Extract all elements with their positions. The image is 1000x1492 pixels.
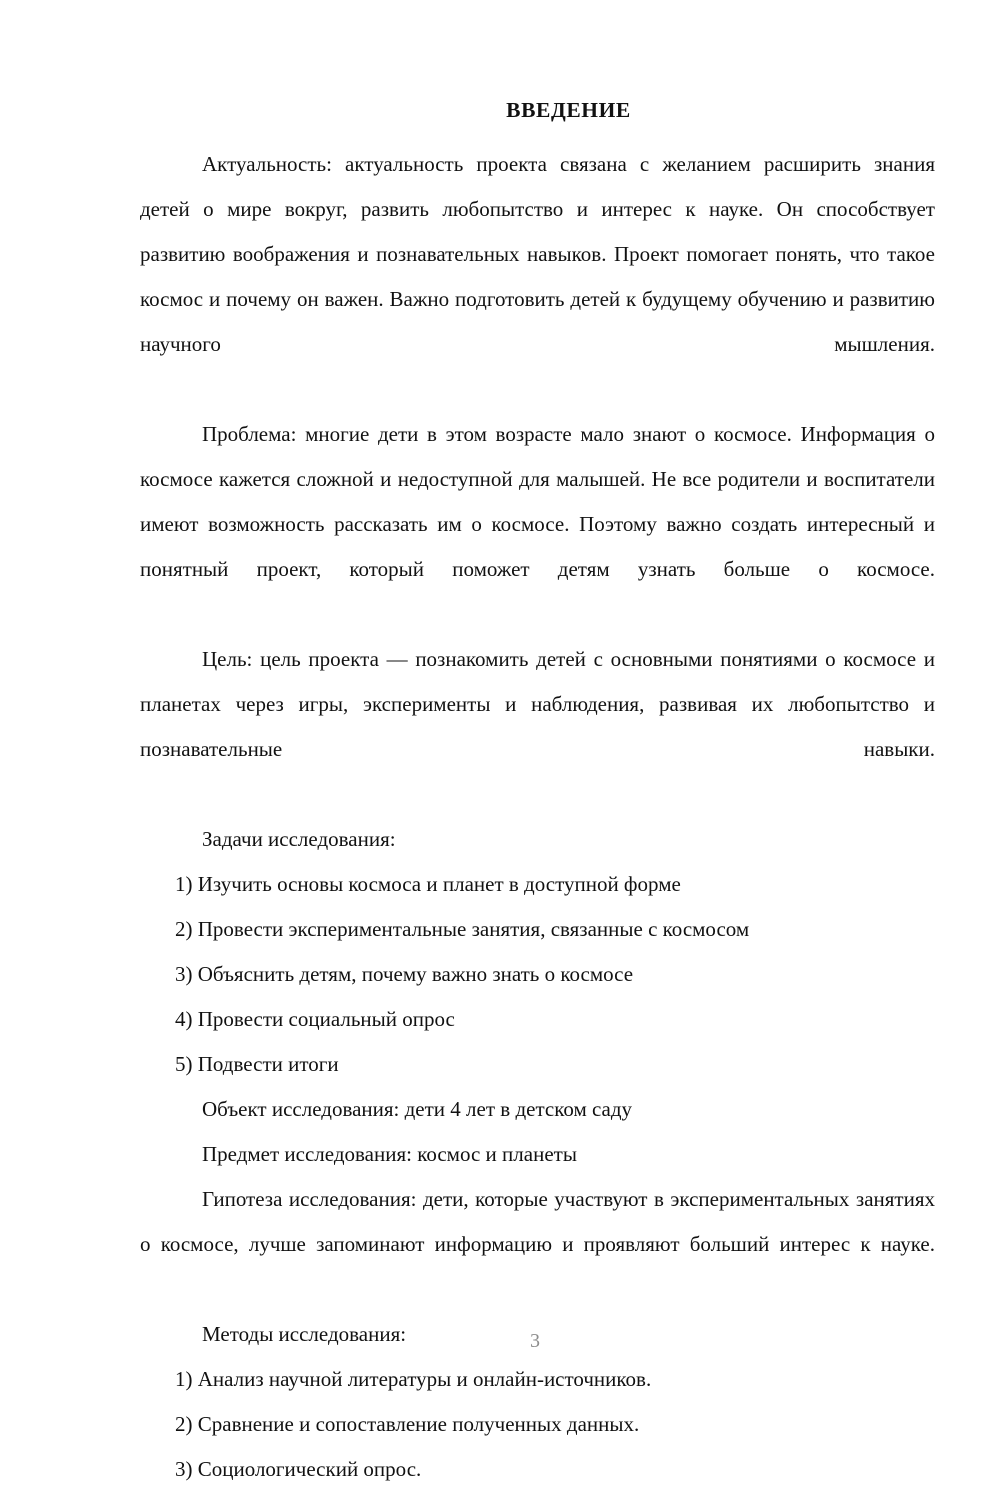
list-item: 5) Подвести итоги bbox=[175, 1052, 339, 1076]
list-item: 3) Социологический опрос. bbox=[175, 1457, 422, 1481]
page-title: ВВЕДЕНИЕ bbox=[506, 98, 631, 122]
paragraph-problem: Проблема: многие дети в этом возрасте мало знают о космосе. Информация о космосе кажется сложной и недоступной для малышей. Не все родители и воспитатели имеют возможность рассказать им о космосе. Поэтому важно создать интересный и понятный проект, который поможет детям узнать больше о космосе. bbox=[140, 422, 935, 581]
subject-of-research: Предмет исследования: космос и планеты bbox=[202, 1142, 577, 1166]
list-item: 4) Провести социальный опрос bbox=[175, 1007, 455, 1031]
list-item: 2) Сравнение и сопоставление полученных данных. bbox=[175, 1412, 640, 1436]
page-number: 3 bbox=[530, 1330, 540, 1352]
document-body bbox=[140, 88, 935, 1492]
list-item: 1) Изучить основы космоса и планет в доступной форме bbox=[175, 872, 681, 896]
tasks-heading: Задачи исследования: bbox=[202, 827, 396, 851]
paragraph-goal: Цель: цель проекта — познакомить детей с основными понятиями о космосе и планетах через игры, эксперименты и наблюдения, развивая их любопытство и познавательные навыки. bbox=[140, 647, 935, 761]
list-item: 2) Провести экспериментальные занятия, связанные с космосом bbox=[175, 917, 750, 941]
methods-heading: Методы исследования: bbox=[202, 1322, 407, 1346]
paragraph-relevance: Актуальность: актуальность проекта связана с желанием расширить знания детей о мире вокруг, развить любопытство и интерес к науке. Он способствует развитию воображения и познавательных навыков. Проект помогает понять, что такое космос и почему он важен. Важно подготовить детей к будущему обучению и развитию научного мышления. bbox=[140, 152, 935, 356]
list-item: 1) Анализ научной литературы и онлайн-источников. bbox=[175, 1367, 652, 1391]
list-item: 3) Объяснить детям, почему важно знать о космосе bbox=[175, 962, 634, 986]
paragraph-hypothesis: Гипотеза исследования: дети, которые участвуют в экспериментальных занятиях о космосе, лучше запоминают информацию и проявляют больший интерес к науке. bbox=[140, 1187, 935, 1256]
object-of-research: Объект исследования: дети 4 лет в детском саду bbox=[202, 1097, 633, 1121]
